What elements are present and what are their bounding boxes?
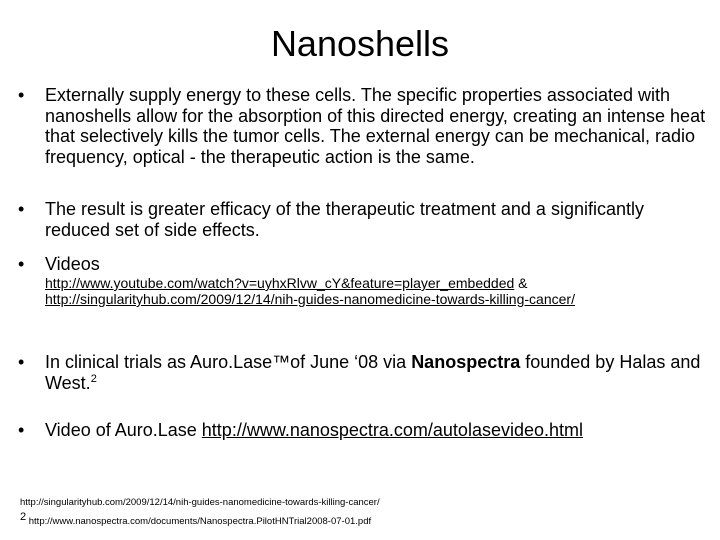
link-separator: & [514,275,528,291]
bullet-clinical-trials [18,352,708,393]
footnote-2-mark: 2 [20,510,27,523]
footnote-1: http://singularityhub.com/2009/12/14/nih-guides-nanomedicine-towards-killing-cancer/ [20,497,380,508]
youtube-video-link[interactable]: http://www.youtube.com/watch?v=uyhxRlvw_cY&feature=player_embedded [45,275,515,291]
bullet-efficacy [18,199,708,240]
bullet-marker: • [18,85,25,105]
bullet-marker: • [18,352,25,372]
bullet-text [45,420,708,441]
trial-text-start: In clinical trials as Auro.Lase™of June ‘08 via [45,352,412,372]
bullet-videos [18,254,708,275]
nanospectra-video-link[interactable]: http://www.nanospectra.com/autolasevideo.html [201,420,583,440]
nanospectra-bold: Nanospectra [411,352,521,372]
bullet-text [45,352,708,393]
bullet-marker: • [18,199,25,219]
bullet-auro-lase-video [18,420,708,441]
footnote-ref: 2 [90,372,97,385]
bullet-marker: • [18,254,25,274]
bullet-text: The result is greater efficacy of the therapeutic treatment and a significantly reduced set of side effects. [45,199,644,240]
trial-text-end: founded by Halas and West. [45,352,701,393]
singularityhub-link[interactable]: http://singularityhub.com/2009/12/14/nih-guides-nanomedicine-towards-killing-cancer/ [45,291,575,307]
slide-title: Nanoshells [270,23,450,64]
bullet-text: Externally supply energy to these cells. The specific properties associated with nanoshells allow for the absorption of this directed energy, creating an intense heat that selectively kills the tumor cells. The external energy can be mechanical, radio frequency, optical - the therapeutic action is the same. [45,85,706,167]
bullet-marker: • [18,420,25,440]
bullet-external-energy [18,85,708,167]
footnote-2-text: http://www.nanospectra.com/documents/Nanospectra.PilotHNTrial2008-07-01.pdf [26,516,372,527]
video-label: Video of Auro.Lase [45,420,202,440]
footnote-2 [20,510,710,528]
bullet-text: Videos [45,254,100,274]
video-links [45,275,705,307]
